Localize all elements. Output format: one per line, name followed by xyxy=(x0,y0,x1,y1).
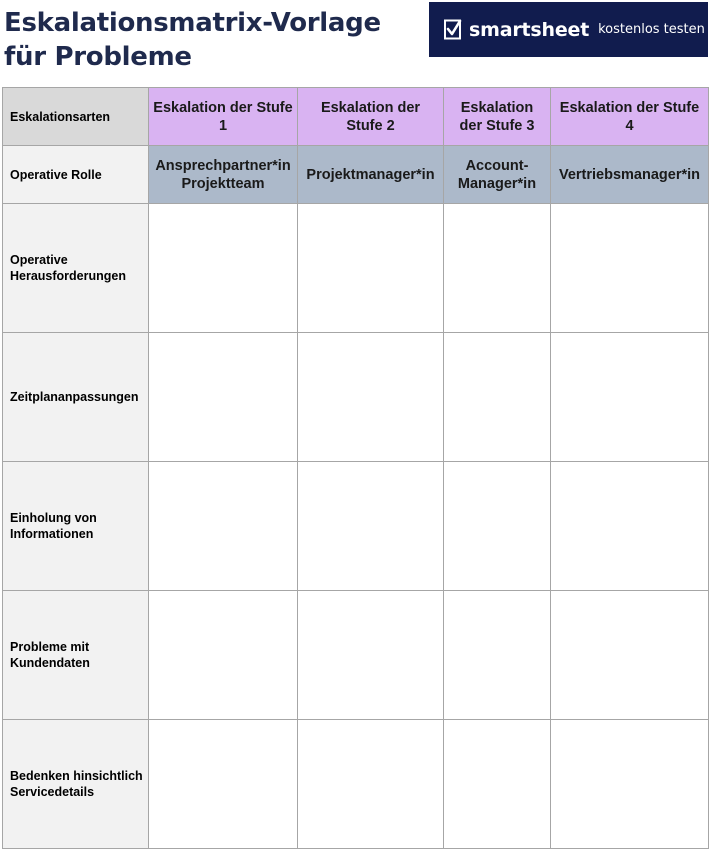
page-title: Eskalationsmatrix-Vorlage für Probleme xyxy=(4,8,381,72)
table-row xyxy=(3,720,709,849)
role-header: Ansprechpartner*in Projektteam xyxy=(149,146,298,204)
matrix-cell[interactable] xyxy=(444,720,551,849)
matrix-cell[interactable] xyxy=(444,204,551,333)
matrix-cell[interactable] xyxy=(149,720,298,849)
escalation-matrix-table xyxy=(2,87,709,849)
smartsheet-trial-banner[interactable] xyxy=(429,2,708,57)
level-header: Eskalation der Stufe 4 xyxy=(551,88,709,146)
table-row xyxy=(3,204,709,333)
trial-link[interactable]: kostenlos testen xyxy=(598,22,705,37)
level-header: Eskalation der Stufe 2 xyxy=(298,88,444,146)
table-row xyxy=(3,333,709,462)
role-header-row xyxy=(3,146,709,204)
role-header: Vertriebsmanager*in xyxy=(551,146,709,204)
table-row xyxy=(3,591,709,720)
matrix-cell[interactable] xyxy=(149,462,298,591)
matrix-cell[interactable] xyxy=(444,462,551,591)
smartsheet-logo-icon xyxy=(444,19,462,41)
matrix-cell[interactable] xyxy=(149,333,298,462)
matrix-cell[interactable] xyxy=(298,591,444,720)
role-header: Projektmanager*in xyxy=(298,146,444,204)
matrix-cell[interactable] xyxy=(149,204,298,333)
matrix-cell[interactable] xyxy=(298,204,444,333)
role-row-label: Operative Rolle xyxy=(3,146,149,204)
matrix-cell[interactable] xyxy=(444,591,551,720)
table-row xyxy=(3,462,709,591)
matrix-cell[interactable] xyxy=(551,720,709,849)
matrix-cell[interactable] xyxy=(551,333,709,462)
matrix-cell[interactable] xyxy=(298,720,444,849)
matrix-cell[interactable] xyxy=(149,591,298,720)
matrix-cell[interactable] xyxy=(551,591,709,720)
role-header: Account-Manager*in xyxy=(444,146,551,204)
row-label: Bedenken hinsichtlich Servicedetails xyxy=(3,720,149,849)
matrix-cell[interactable] xyxy=(298,462,444,591)
row-label: Operative Herausforderungen xyxy=(3,204,149,333)
row-label: Probleme mit Kundendaten xyxy=(3,591,149,720)
matrix-cell[interactable] xyxy=(551,462,709,591)
level-header: Eskalation der Stufe 3 xyxy=(444,88,551,146)
matrix-cell[interactable] xyxy=(298,333,444,462)
matrix-cell[interactable] xyxy=(551,204,709,333)
row-label: Zeitplananpassungen xyxy=(3,333,149,462)
level-header-row xyxy=(3,88,709,146)
corner-label: Eskalationsarten xyxy=(3,88,149,146)
matrix-cell[interactable] xyxy=(444,333,551,462)
row-label: Einholung von Informationen xyxy=(3,462,149,591)
brand-name: smartsheet xyxy=(469,18,590,41)
level-header: Eskalation der Stufe 1 xyxy=(149,88,298,146)
